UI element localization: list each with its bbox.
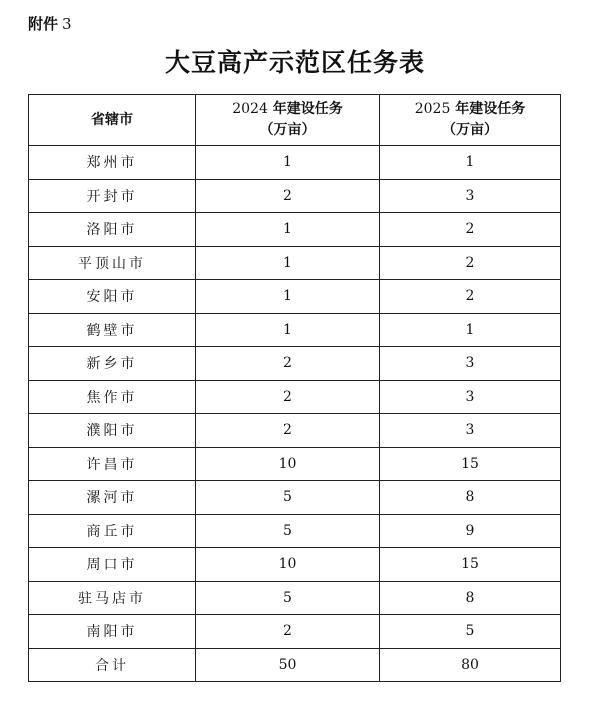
table-row	[29, 414, 561, 448]
city-cell: 鹤壁市	[29, 313, 196, 347]
table-row	[29, 380, 561, 414]
value-2025-cell: 2	[380, 280, 561, 314]
task-table	[28, 94, 561, 682]
table-row	[29, 548, 561, 582]
value-2025-cell: 8	[380, 581, 561, 615]
total-label-cell: 合计	[29, 648, 196, 682]
value-2025-cell: 3	[380, 347, 561, 381]
table-body	[29, 146, 561, 682]
header-2024-text: 年建设任务	[272, 101, 343, 117]
city-cell: 安阳市	[29, 280, 196, 314]
value-2024-cell: 2	[196, 414, 380, 448]
attachment-number: 3	[62, 15, 72, 33]
value-2024-cell: 1	[196, 246, 380, 280]
attachment-label	[28, 14, 72, 34]
value-2024-cell: 2	[196, 615, 380, 649]
city-cell: 周口市	[29, 548, 196, 582]
value-2025-cell: 8	[380, 481, 561, 515]
table-row	[29, 246, 561, 280]
value-2024-cell: 1	[196, 313, 380, 347]
city-cell: 洛阳市	[29, 213, 196, 247]
value-2025-cell: 9	[380, 514, 561, 548]
table-row	[29, 447, 561, 481]
table-row	[29, 347, 561, 381]
table-row	[29, 514, 561, 548]
value-2024-cell: 2	[196, 179, 380, 213]
value-2024-cell: 5	[196, 481, 380, 515]
header-2025-unit: （万亩）	[442, 122, 498, 138]
city-cell: 南阳市	[29, 615, 196, 649]
city-cell: 开封市	[29, 179, 196, 213]
city-cell: 濮阳市	[29, 414, 196, 448]
table-row	[29, 615, 561, 649]
table-header-row	[29, 95, 561, 146]
city-cell: 郑州市	[29, 146, 196, 180]
value-2024-cell: 10	[196, 548, 380, 582]
total-2025-cell: 80	[380, 648, 561, 682]
value-2024-cell: 5	[196, 514, 380, 548]
page-title: 大豆高产示范区任务表	[164, 48, 425, 77]
value-2024-cell: 1	[196, 280, 380, 314]
city-cell: 新乡市	[29, 347, 196, 381]
value-2025-cell: 1	[380, 146, 561, 180]
value-2025-cell: 15	[380, 447, 561, 481]
header-2024	[196, 95, 380, 146]
city-cell: 许昌市	[29, 447, 196, 481]
table-row	[29, 213, 561, 247]
header-2025-text: 年建设任务	[455, 101, 526, 117]
attachment-text: 附件	[28, 15, 59, 33]
city-cell: 平顶山市	[29, 246, 196, 280]
value-2025-cell: 3	[380, 179, 561, 213]
table-row	[29, 481, 561, 515]
table-row	[29, 146, 561, 180]
table-row	[29, 179, 561, 213]
value-2024-cell: 5	[196, 581, 380, 615]
value-2024-cell: 2	[196, 347, 380, 381]
value-2024-cell: 10	[196, 447, 380, 481]
value-2025-cell: 2	[380, 213, 561, 247]
header-2025-year: 2025	[414, 101, 451, 117]
value-2025-cell: 5	[380, 615, 561, 649]
city-cell: 焦作市	[29, 380, 196, 414]
city-cell: 漯河市	[29, 481, 196, 515]
value-2025-cell: 2	[380, 246, 561, 280]
value-2025-cell: 1	[380, 313, 561, 347]
header-city: 省辖市	[29, 95, 196, 146]
city-cell: 驻马店市	[29, 581, 196, 615]
table-row	[29, 313, 561, 347]
value-2024-cell: 1	[196, 213, 380, 247]
header-2024-unit: （万亩）	[259, 122, 316, 138]
value-2025-cell: 3	[380, 414, 561, 448]
value-2025-cell: 15	[380, 548, 561, 582]
table-row	[29, 581, 561, 615]
value-2025-cell: 3	[380, 380, 561, 414]
value-2024-cell: 1	[196, 146, 380, 180]
header-2024-year: 2024	[232, 101, 268, 117]
header-2025	[380, 95, 561, 146]
city-cell: 商丘市	[29, 514, 196, 548]
value-2024-cell: 2	[196, 380, 380, 414]
table-row	[29, 280, 561, 314]
total-2024-cell: 50	[196, 648, 380, 682]
table-total-row	[29, 648, 561, 682]
